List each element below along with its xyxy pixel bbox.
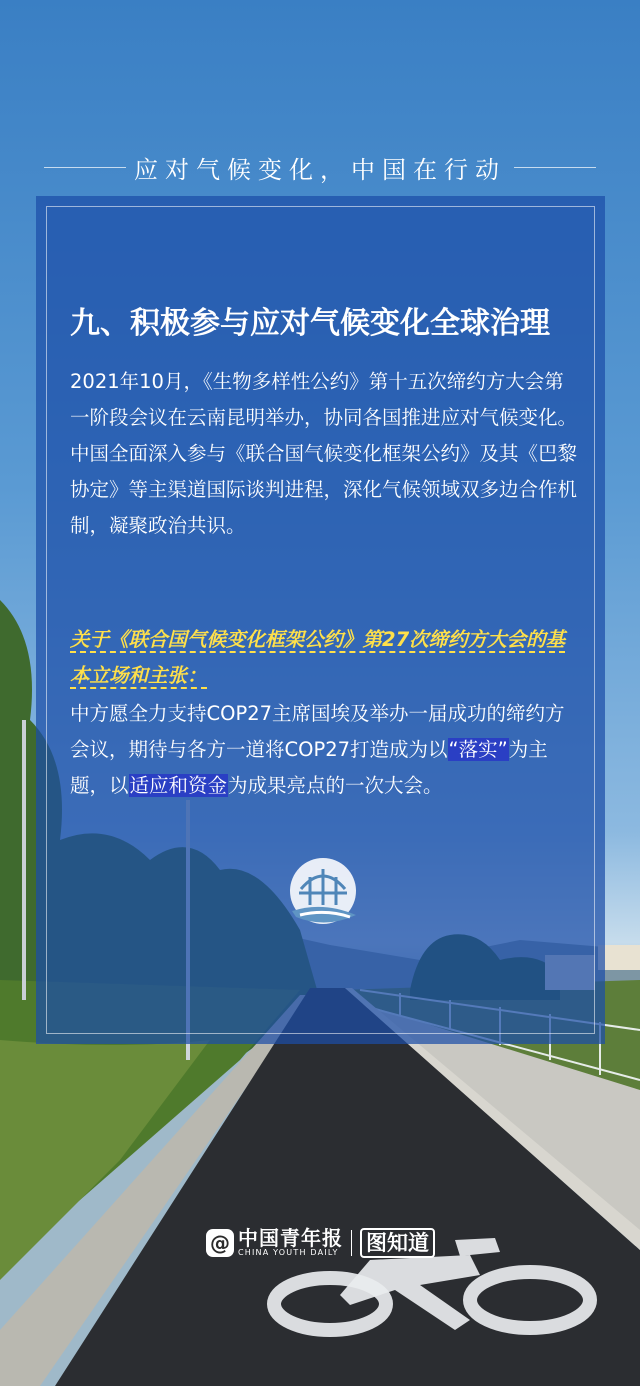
brand-at-logo: @ bbox=[206, 1229, 234, 1257]
header-left-rule bbox=[44, 167, 126, 168]
footer-brand bbox=[206, 1226, 435, 1260]
campaign-title: 应对气候变化，中国在行动 bbox=[134, 155, 506, 184]
brand-divider bbox=[351, 1230, 352, 1256]
stance-body-part2: 为主题，以 bbox=[70, 738, 548, 797]
brand-name-en: CHINA YOUTH DAILY bbox=[238, 1248, 339, 1257]
column-name: 图知道 bbox=[360, 1228, 435, 1258]
header-right-rule bbox=[514, 167, 596, 168]
stance-body-part3: 为成果亮点的一次大会。 bbox=[228, 774, 443, 797]
stance-body bbox=[70, 696, 580, 804]
highlight-adaptation-finance: 适应和资金 bbox=[129, 774, 228, 797]
stance-title bbox=[70, 622, 580, 694]
stance-title-text: 关于《联合国气候变化框架公约》第27次缔约方大会的基本立场和主张： bbox=[70, 628, 566, 687]
brand-name bbox=[238, 1228, 343, 1258]
globe-leaf-icon bbox=[286, 855, 360, 935]
brand-name-cn: 中国青年报 bbox=[238, 1226, 343, 1250]
section-body: 2021年10月，《生物多样性公约》第十五次缔约方大会第一阶段会议在云南昆明举办，协同各国推进应对气候变化。中国全面深入参与《联合国气候变化框架公约》及其《巴黎协定》等主渠道国际谈判进程，深化气候领域双多边合作机制，凝聚政治共识。 bbox=[70, 370, 578, 537]
highlight-implementation: “落实” bbox=[448, 738, 508, 761]
campaign-header bbox=[0, 150, 640, 184]
stance-body-part1: 中方愿全力支持COP27主席国埃及举办一届成功的缔约方会议，期待与各方一道将COP27打造成为以 bbox=[70, 702, 565, 761]
section-title: 九、积极参与应对气候变化全球治理 bbox=[70, 306, 550, 341]
